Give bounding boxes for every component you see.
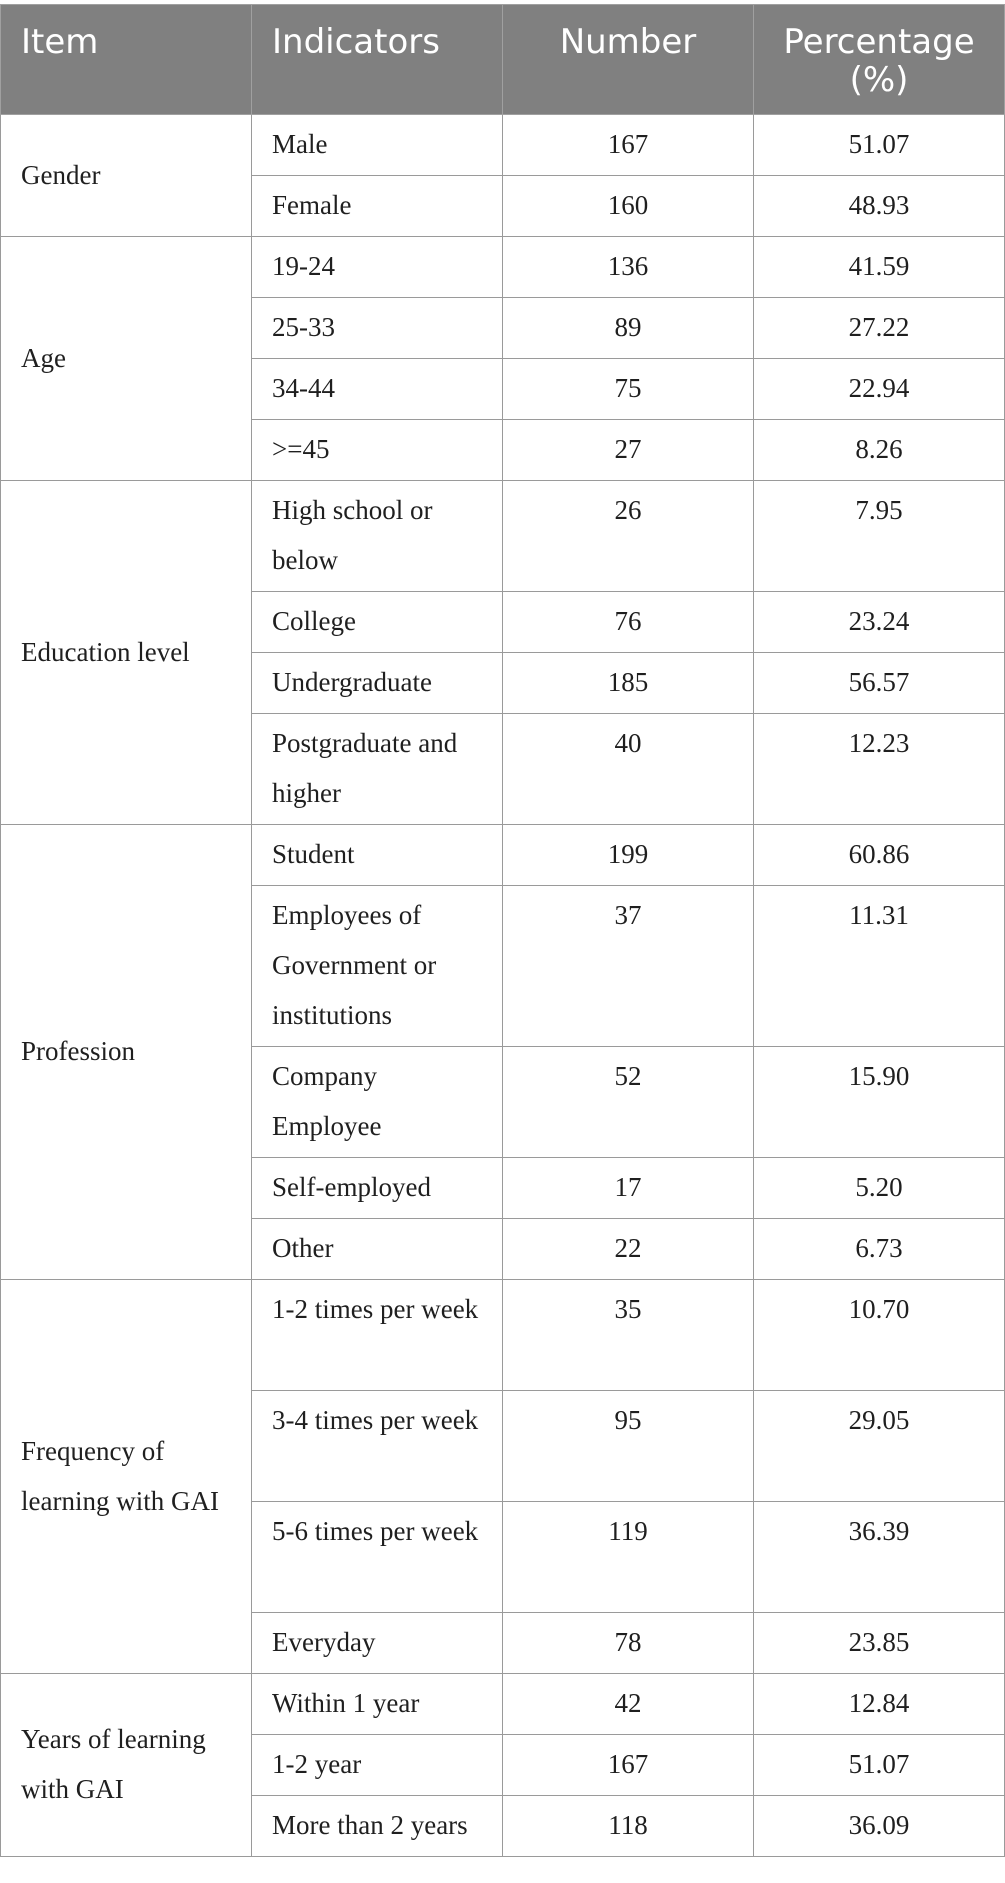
percentage-cell: 10.70 bbox=[754, 1280, 1005, 1391]
number-cell: 26 bbox=[503, 481, 754, 592]
number-cell: 119 bbox=[503, 1502, 754, 1613]
percentage-cell: 12.23 bbox=[754, 714, 1005, 825]
table-row bbox=[1, 115, 1005, 176]
indicator-cell: College bbox=[252, 592, 503, 653]
demographics-table-container bbox=[0, 4, 1004, 1857]
indicator-cell: More than 2 years bbox=[252, 1796, 503, 1857]
table-row bbox=[1, 237, 1005, 298]
number-cell: 17 bbox=[503, 1158, 754, 1219]
number-cell: 167 bbox=[503, 115, 754, 176]
number-cell: 199 bbox=[503, 825, 754, 886]
percentage-cell: 29.05 bbox=[754, 1391, 1005, 1502]
percentage-cell: 41.59 bbox=[754, 237, 1005, 298]
number-cell: 95 bbox=[503, 1391, 754, 1502]
table-row bbox=[1, 481, 1005, 592]
percentage-cell: 23.85 bbox=[754, 1613, 1005, 1674]
percentage-cell: 36.09 bbox=[754, 1796, 1005, 1857]
indicator-cell: 19-24 bbox=[252, 237, 503, 298]
indicator-cell: Postgraduate and higher bbox=[252, 714, 503, 825]
table-row bbox=[1, 1280, 1005, 1391]
indicator-cell: Within 1 year bbox=[252, 1674, 503, 1735]
percentage-cell: 12.84 bbox=[754, 1674, 1005, 1735]
number-cell: 185 bbox=[503, 653, 754, 714]
indicator-cell: High school or below bbox=[252, 481, 503, 592]
indicator-cell: 34-44 bbox=[252, 359, 503, 420]
percentage-cell: 23.24 bbox=[754, 592, 1005, 653]
percentage-cell: 22.94 bbox=[754, 359, 1005, 420]
number-cell: 22 bbox=[503, 1219, 754, 1280]
group-item-years: Years of learning with GAI bbox=[1, 1674, 252, 1857]
percentage-cell: 6.73 bbox=[754, 1219, 1005, 1280]
percentage-cell: 60.86 bbox=[754, 825, 1005, 886]
number-cell: 160 bbox=[503, 176, 754, 237]
indicator-cell: >=45 bbox=[252, 420, 503, 481]
number-cell: 35 bbox=[503, 1280, 754, 1391]
indicator-cell: Employees of Government or institutions bbox=[252, 886, 503, 1047]
indicator-cell: 5-6 times per week bbox=[252, 1502, 503, 1613]
number-cell: 118 bbox=[503, 1796, 754, 1857]
number-cell: 37 bbox=[503, 886, 754, 1047]
indicator-cell: Company Employee bbox=[252, 1047, 503, 1158]
indicator-cell: Undergraduate bbox=[252, 653, 503, 714]
group-item-gender: Gender bbox=[1, 115, 252, 237]
table-header-row bbox=[1, 5, 1005, 115]
number-cell: 136 bbox=[503, 237, 754, 298]
percentage-cell: 11.31 bbox=[754, 886, 1005, 1047]
group-item-frequency: Frequency of learning with GAI bbox=[1, 1280, 252, 1674]
number-cell: 167 bbox=[503, 1735, 754, 1796]
indicator-cell: Female bbox=[252, 176, 503, 237]
percentage-cell: 56.57 bbox=[754, 653, 1005, 714]
indicator-cell: 3-4 times per week bbox=[252, 1391, 503, 1502]
header-item: Item bbox=[1, 5, 252, 115]
percentage-cell: 15.90 bbox=[754, 1047, 1005, 1158]
number-cell: 75 bbox=[503, 359, 754, 420]
group-item-education-level: Education level bbox=[1, 481, 252, 825]
header-indicators: Indicators bbox=[252, 5, 503, 115]
indicator-cell: 1-2 year bbox=[252, 1735, 503, 1796]
number-cell: 52 bbox=[503, 1047, 754, 1158]
group-item-profession: Profession bbox=[1, 825, 252, 1280]
indicator-cell: Student bbox=[252, 825, 503, 886]
number-cell: 78 bbox=[503, 1613, 754, 1674]
header-percentage: Percentage (%) bbox=[754, 5, 1005, 115]
header-number: Number bbox=[503, 5, 754, 115]
percentage-cell: 51.07 bbox=[754, 115, 1005, 176]
group-item-age: Age bbox=[1, 237, 252, 481]
percentage-cell: 8.26 bbox=[754, 420, 1005, 481]
indicator-cell: Other bbox=[252, 1219, 503, 1280]
percentage-cell: 51.07 bbox=[754, 1735, 1005, 1796]
number-cell: 40 bbox=[503, 714, 754, 825]
indicator-cell: Self-employed bbox=[252, 1158, 503, 1219]
indicator-cell: 25-33 bbox=[252, 298, 503, 359]
number-cell: 76 bbox=[503, 592, 754, 653]
percentage-cell: 5.20 bbox=[754, 1158, 1005, 1219]
percentage-cell: 48.93 bbox=[754, 176, 1005, 237]
indicator-cell: 1-2 times per week bbox=[252, 1280, 503, 1391]
number-cell: 27 bbox=[503, 420, 754, 481]
indicator-cell: Everyday bbox=[252, 1613, 503, 1674]
demographics-table bbox=[0, 4, 1005, 1857]
number-cell: 89 bbox=[503, 298, 754, 359]
indicator-cell: Male bbox=[252, 115, 503, 176]
number-cell: 42 bbox=[503, 1674, 754, 1735]
table-row bbox=[1, 825, 1005, 886]
percentage-cell: 36.39 bbox=[754, 1502, 1005, 1613]
percentage-cell: 7.95 bbox=[754, 481, 1005, 592]
table-row bbox=[1, 1674, 1005, 1735]
percentage-cell: 27.22 bbox=[754, 298, 1005, 359]
